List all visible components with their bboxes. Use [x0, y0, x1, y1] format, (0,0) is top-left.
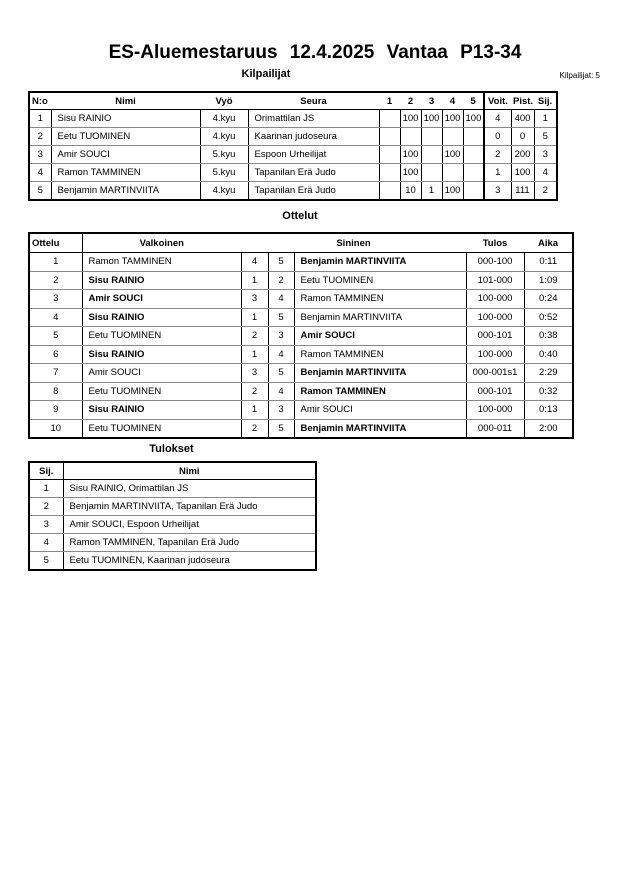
cell-blue-no: 3	[268, 327, 294, 346]
cell-blue-name: Ramon TAMMINEN	[294, 290, 466, 309]
cell-time: 0:40	[524, 345, 573, 364]
cell-blue-no: 5	[268, 364, 294, 383]
match-row	[29, 327, 573, 346]
cell-seura: Kaarinan judoseura	[248, 128, 379, 146]
result-row	[29, 480, 316, 498]
competitor-row	[29, 182, 557, 201]
cell-match-no: 2	[29, 271, 82, 290]
cell-place: 1	[29, 480, 63, 498]
cell-sij: 3	[534, 146, 557, 164]
cell-p3	[421, 164, 442, 182]
cell-white-no: 4	[241, 253, 268, 272]
cell-blue-name: Amir SOUCI	[294, 327, 466, 346]
cell-white-no: 1	[241, 271, 268, 290]
cell-blue-name: Ramon TAMMINEN	[294, 382, 466, 401]
cell-vyo: 5.kyu	[200, 146, 248, 164]
cell-p3: 1	[421, 182, 442, 201]
result-row	[29, 516, 316, 534]
cell-white-name: Sisu RAINIO	[82, 401, 241, 420]
cell-seura: Espoon Urheilijat	[248, 146, 379, 164]
cell-name-club: Sisu RAINIO, Orimattilan JS	[63, 480, 316, 498]
match-row	[29, 364, 573, 383]
cell-p2: 10	[400, 182, 421, 201]
match-row	[29, 253, 573, 272]
section-label-ottelut: Ottelut	[282, 210, 318, 222]
cell-sij: 5	[534, 128, 557, 146]
cell-white-no: 2	[241, 419, 268, 438]
cell-seura: Tapanilan Erä Judo	[248, 164, 379, 182]
cell-p1	[379, 128, 400, 146]
col-header-no: N:o	[29, 92, 51, 110]
cell-result: 000-101	[466, 327, 524, 346]
cell-nimi: Sisu RAINIO	[51, 110, 200, 128]
col-header-seura: Seura	[248, 92, 379, 110]
cell-p4	[442, 128, 463, 146]
cell-result: 100-000	[466, 345, 524, 364]
cell-no: 1	[29, 110, 51, 128]
cell-match-no: 4	[29, 308, 82, 327]
cell-time: 2:29	[524, 364, 573, 383]
cell-blue-no: 3	[268, 401, 294, 420]
competitor-row	[29, 128, 557, 146]
cell-p4: 100	[442, 110, 463, 128]
cell-p1	[379, 164, 400, 182]
cell-vyo: 4.kyu	[200, 182, 248, 201]
matches-table	[28, 232, 574, 439]
col-header-aika: Aika	[524, 233, 573, 253]
cell-blue-name: Benjamin MARTINVIITA	[294, 253, 466, 272]
col-header-1: 1	[379, 92, 400, 110]
cell-p5	[463, 164, 484, 182]
cell-voit: 0	[484, 128, 511, 146]
cell-result: 100-000	[466, 290, 524, 309]
cell-no: 2	[29, 128, 51, 146]
cell-sij: 1	[534, 110, 557, 128]
cell-pist: 200	[511, 146, 534, 164]
cell-white-name: Sisu RAINIO	[82, 345, 241, 364]
cell-white-name: Eetu TUOMINEN	[82, 327, 241, 346]
cell-name-club: Eetu TUOMINEN, Kaarinan judoseura	[63, 552, 316, 571]
cell-seura: Tapanilan Erä Judo	[248, 182, 379, 201]
cell-p3	[421, 146, 442, 164]
cell-p5	[463, 146, 484, 164]
cell-nimi: Benjamin MARTINVIITA	[51, 182, 200, 201]
result-row	[29, 534, 316, 552]
cell-time: 0:11	[524, 253, 573, 272]
cell-place: 3	[29, 516, 63, 534]
cell-p1	[379, 110, 400, 128]
cell-voit: 1	[484, 164, 511, 182]
cell-white-name: Amir SOUCI	[82, 364, 241, 383]
cell-voit: 2	[484, 146, 511, 164]
cell-p4: 100	[442, 182, 463, 201]
result-row	[29, 498, 316, 516]
cell-blue-name: Benjamin MARTINVIITA	[294, 364, 466, 383]
cell-blue-name: Amir SOUCI	[294, 401, 466, 420]
cell-match-no: 6	[29, 345, 82, 364]
cell-time: 2:00	[524, 419, 573, 438]
col-header-voit: Voit.	[484, 92, 511, 110]
cell-white-name: Sisu RAINIO	[82, 271, 241, 290]
cell-white-no: 1	[241, 308, 268, 327]
cell-p3: 100	[421, 110, 442, 128]
cell-sij: 2	[534, 182, 557, 201]
cell-p1	[379, 182, 400, 201]
col-header-sininen: Sininen	[241, 233, 466, 253]
competitor-row	[29, 110, 557, 128]
cell-p2: 100	[400, 110, 421, 128]
cell-sij: 4	[534, 164, 557, 182]
cell-name-club: Amir SOUCI, Espoon Urheilijat	[63, 516, 316, 534]
cell-white-name: Ramon TAMMINEN	[82, 253, 241, 272]
cell-p5: 100	[463, 110, 484, 128]
results-header-row	[29, 462, 316, 480]
cell-p2	[400, 128, 421, 146]
section-label-tulokset: Tulokset	[149, 443, 194, 455]
cell-blue-no: 4	[268, 345, 294, 364]
cell-no: 5	[29, 182, 51, 201]
cell-place: 5	[29, 552, 63, 571]
cell-time: 0:32	[524, 382, 573, 401]
col-header-pist: Pist.	[511, 92, 534, 110]
cell-blue-name: Benjamin MARTINVIITA	[294, 308, 466, 327]
cell-name-club: Benjamin MARTINVIITA, Tapanilan Erä Judo	[63, 498, 316, 516]
col-header-5: 5	[463, 92, 484, 110]
competitor-row	[29, 164, 557, 182]
cell-white-name: Amir SOUCI	[82, 290, 241, 309]
cell-p4: 100	[442, 146, 463, 164]
col-header-4: 4	[442, 92, 463, 110]
cell-white-no: 1	[241, 345, 268, 364]
cell-match-no: 3	[29, 290, 82, 309]
competitors-header-row	[29, 92, 557, 110]
col-header-ottelu: Ottelu	[29, 233, 82, 253]
page-title: ES-Aluemestaruus 12.4.2025 Vantaa P13-34	[108, 42, 522, 63]
competitors-count-label: Kilpailijat: 5	[559, 71, 600, 80]
cell-time: 1:09	[524, 271, 573, 290]
col-header-vyo: Vyö	[200, 92, 248, 110]
match-row	[29, 382, 573, 401]
competitors-table	[28, 91, 558, 201]
match-row	[29, 290, 573, 309]
cell-time: 0:38	[524, 327, 573, 346]
cell-pist: 0	[511, 128, 534, 146]
cell-result: 101-000	[466, 271, 524, 290]
cell-voit: 4	[484, 110, 511, 128]
cell-white-name: Eetu TUOMINEN	[82, 419, 241, 438]
cell-blue-no: 5	[268, 253, 294, 272]
cell-result: 000-001s1	[466, 364, 524, 383]
cell-p2: 100	[400, 146, 421, 164]
match-row	[29, 345, 573, 364]
cell-p4	[442, 164, 463, 182]
col-header-tulos: Tulos	[466, 233, 524, 253]
cell-vyo: 5.kyu	[200, 164, 248, 182]
cell-vyo: 4.kyu	[200, 128, 248, 146]
cell-time: 0:52	[524, 308, 573, 327]
cell-seura: Orimattilan JS	[248, 110, 379, 128]
cell-match-no: 9	[29, 401, 82, 420]
cell-blue-name: Benjamin MARTINVIITA	[294, 419, 466, 438]
cell-place: 2	[29, 498, 63, 516]
col-header-sij: Sij.	[29, 462, 63, 480]
cell-match-no: 8	[29, 382, 82, 401]
cell-match-no: 7	[29, 364, 82, 383]
cell-white-no: 2	[241, 327, 268, 346]
cell-match-no: 10	[29, 419, 82, 438]
cell-result: 000-101	[466, 382, 524, 401]
col-header-3: 3	[421, 92, 442, 110]
match-row	[29, 419, 573, 438]
cell-white-no: 3	[241, 364, 268, 383]
cell-result: 000-100	[466, 253, 524, 272]
cell-blue-no: 4	[268, 290, 294, 309]
cell-nimi: Eetu TUOMINEN	[51, 128, 200, 146]
cell-blue-no: 4	[268, 382, 294, 401]
cell-white-no: 1	[241, 401, 268, 420]
cell-pist: 100	[511, 164, 534, 182]
cell-name-club: Ramon TAMMINEN, Tapanilan Erä Judo	[63, 534, 316, 552]
cell-white-no: 3	[241, 290, 268, 309]
cell-white-name: Eetu TUOMINEN	[82, 382, 241, 401]
cell-result: 100-000	[466, 308, 524, 327]
cell-match-no: 5	[29, 327, 82, 346]
col-header-nimi: Nimi	[63, 462, 316, 480]
cell-p3	[421, 128, 442, 146]
cell-blue-name: Eetu TUOMINEN	[294, 271, 466, 290]
cell-match-no: 1	[29, 253, 82, 272]
col-header-2: 2	[400, 92, 421, 110]
cell-result: 000-011	[466, 419, 524, 438]
results-table	[28, 461, 317, 571]
cell-nimi: Ramon TAMMINEN	[51, 164, 200, 182]
cell-time: 0:24	[524, 290, 573, 309]
cell-nimi: Amir SOUCI	[51, 146, 200, 164]
cell-p5	[463, 128, 484, 146]
cell-pist: 400	[511, 110, 534, 128]
cell-result: 100-000	[466, 401, 524, 420]
cell-blue-no: 5	[268, 419, 294, 438]
cell-blue-name: Ramon TAMMINEN	[294, 345, 466, 364]
match-row	[29, 308, 573, 327]
cell-p2: 100	[400, 164, 421, 182]
match-row	[29, 271, 573, 290]
col-header-nimi: Nimi	[51, 92, 200, 110]
col-header-valkoinen: Valkoinen	[82, 233, 241, 253]
cell-vyo: 4.kyu	[200, 110, 248, 128]
cell-p5	[463, 182, 484, 201]
cell-blue-no: 2	[268, 271, 294, 290]
cell-voit: 3	[484, 182, 511, 201]
cell-white-name: Sisu RAINIO	[82, 308, 241, 327]
cell-no: 4	[29, 164, 51, 182]
cell-blue-no: 5	[268, 308, 294, 327]
cell-p1	[379, 146, 400, 164]
cell-place: 4	[29, 534, 63, 552]
cell-time: 0:13	[524, 401, 573, 420]
cell-pist: 111	[511, 182, 534, 201]
competitor-row	[29, 146, 557, 164]
match-row	[29, 401, 573, 420]
matches-header-row	[29, 233, 573, 253]
cell-no: 3	[29, 146, 51, 164]
col-header-sij: Sij.	[534, 92, 557, 110]
section-label-kilpailijat: Kilpailijat	[241, 68, 291, 80]
cell-white-no: 2	[241, 382, 268, 401]
result-row	[29, 552, 316, 571]
